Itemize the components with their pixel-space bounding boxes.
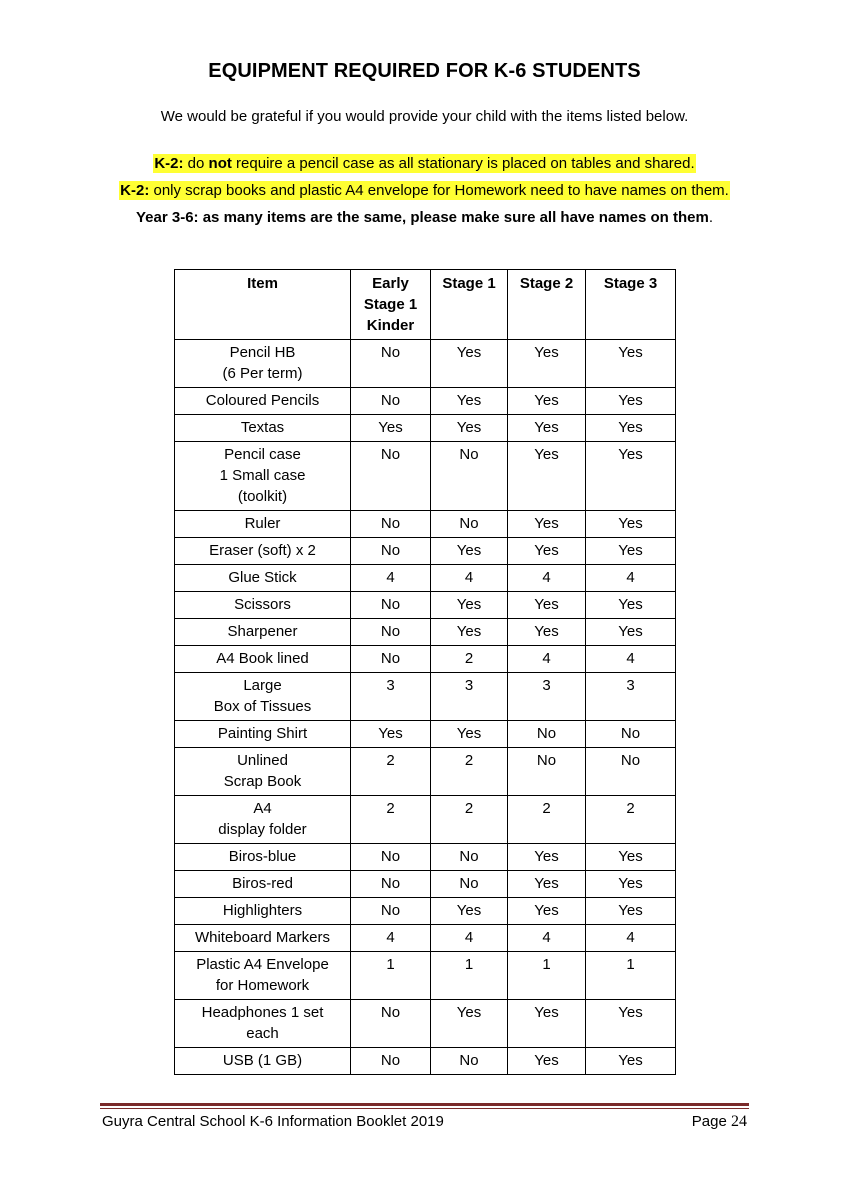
table-row (175, 673, 676, 721)
cell-item (175, 340, 351, 388)
cell-item-line: A4 (253, 800, 272, 817)
cell-early: No (351, 1048, 431, 1075)
equipment-table (174, 269, 676, 1075)
cell-item-line: Highlighters (222, 902, 303, 919)
cell-s3: 4 (586, 646, 676, 673)
cell-item-line: Pencil case (224, 446, 301, 463)
table-row (175, 565, 676, 592)
cell-item (175, 748, 351, 796)
cell-s3: Yes (586, 898, 676, 925)
header-stage-3: Stage 3 (586, 270, 676, 340)
cell-s1: No (431, 511, 508, 538)
header-line: Early (372, 275, 409, 292)
page-title: EQUIPMENT REQUIRED FOR K-6 STUDENTS (208, 60, 641, 82)
cell-s1: 4 (431, 925, 508, 952)
note-end: . (708, 209, 713, 226)
cell-s1: 2 (431, 748, 508, 796)
cell-item (175, 952, 351, 1000)
table-row (175, 952, 676, 1000)
cell-early: No (351, 1000, 431, 1048)
table-row (175, 796, 676, 844)
cell-s1: Yes (431, 898, 508, 925)
cell-s3: 2 (586, 796, 676, 844)
cell-s2: No (508, 748, 586, 796)
cell-early: No (351, 844, 431, 871)
cell-item-line: for Homework (215, 977, 310, 994)
cell-s3: 3 (586, 673, 676, 721)
cell-s2: Yes (508, 415, 586, 442)
cell-item-line: Plastic A4 Envelope (196, 956, 329, 973)
cell-item (175, 1000, 351, 1048)
table-row (175, 925, 676, 952)
cell-s3: No (586, 721, 676, 748)
cell-item-line: Large (243, 677, 282, 694)
note-text: require a pencil case as all stationary is placed on tables and shared. (231, 155, 695, 172)
cell-s2: Yes (508, 388, 586, 415)
cell-s2: 2 (508, 796, 586, 844)
cell-item-line: Eraser (soft) x 2 (209, 542, 316, 559)
footer-booklet-title: Guyra Central School K-6 Information Booklet 2019 (102, 1113, 444, 1130)
note-text: only scrap books and plastic A4 envelope for Homework need to have names on them. (149, 182, 729, 199)
cell-s2: 4 (508, 925, 586, 952)
cell-item-line: Scissors (234, 596, 291, 613)
note-year-3-6 (0, 204, 849, 231)
cell-item (175, 565, 351, 592)
table-row (175, 592, 676, 619)
cell-item-line: Ruler (244, 515, 281, 532)
cell-s3: No (586, 748, 676, 796)
note-highlight (153, 154, 695, 173)
cell-s2: Yes (508, 1000, 586, 1048)
cell-s3: Yes (586, 592, 676, 619)
header-stage-1: Stage 1 (431, 270, 508, 340)
cell-item-line: Painting Shirt (217, 725, 308, 742)
cell-early: No (351, 340, 431, 388)
cell-s1: No (431, 1048, 508, 1075)
cell-early: No (351, 511, 431, 538)
cell-item (175, 898, 351, 925)
page-number: 24 (731, 1113, 747, 1130)
cell-item (175, 673, 351, 721)
cell-s1: Yes (431, 388, 508, 415)
cell-s2: 4 (508, 565, 586, 592)
cell-item-line: Textas (240, 419, 285, 436)
table-row (175, 898, 676, 925)
cell-s3: Yes (586, 340, 676, 388)
cell-item (175, 844, 351, 871)
cell-s2: Yes (508, 511, 586, 538)
cell-item-line: A4 Book lined (216, 650, 309, 667)
cell-s2: 1 (508, 952, 586, 1000)
cell-s1: Yes (431, 340, 508, 388)
cell-s2: Yes (508, 619, 586, 646)
cell-early: No (351, 646, 431, 673)
cell-s2: Yes (508, 844, 586, 871)
cell-s1: No (431, 844, 508, 871)
cell-s2: Yes (508, 538, 586, 565)
cell-s2: Yes (508, 340, 586, 388)
cell-item-line: Box of Tissues (213, 698, 312, 715)
note-k2-pencil-case (0, 150, 849, 177)
cell-early: No (351, 898, 431, 925)
cell-s1: No (431, 442, 508, 511)
cell-item (175, 415, 351, 442)
cell-item-line: display folder (218, 821, 307, 838)
intro-text: We would be grateful if you would provide your child with the items listed below. (160, 108, 689, 125)
cell-s1: 1 (431, 952, 508, 1000)
cell-early: 3 (351, 673, 431, 721)
cell-item (175, 511, 351, 538)
header-line: Kinder (366, 317, 415, 334)
cell-s3: Yes (586, 388, 676, 415)
cell-item-line: USB (1 GB) (222, 1052, 303, 1069)
cell-item (175, 592, 351, 619)
footer-rule-thin (100, 1108, 749, 1109)
note-emphasis: not (208, 155, 232, 172)
cell-s1: Yes (431, 619, 508, 646)
cell-item-line: (toolkit) (237, 488, 288, 505)
footer-rule (100, 1103, 749, 1106)
header-item: Item (175, 270, 351, 340)
cell-early: 1 (351, 952, 431, 1000)
cell-item (175, 1048, 351, 1075)
header-line: Stage 1 (363, 296, 418, 313)
cell-item-line: Biros-red (232, 875, 293, 892)
cell-s3: 1 (586, 952, 676, 1000)
cell-s3: Yes (586, 415, 676, 442)
table-row (175, 442, 676, 511)
cell-s2: Yes (508, 871, 586, 898)
cell-item (175, 619, 351, 646)
cell-s2: 4 (508, 646, 586, 673)
cell-s1: 2 (431, 796, 508, 844)
cell-s2: 3 (508, 673, 586, 721)
cell-item-line: Biros-blue (228, 848, 297, 865)
table-row (175, 871, 676, 898)
cell-early: No (351, 388, 431, 415)
cell-s1: Yes (431, 415, 508, 442)
page-label: Page (691, 1113, 727, 1130)
cell-early: 2 (351, 796, 431, 844)
cell-early: 4 (351, 925, 431, 952)
cell-s3: Yes (586, 511, 676, 538)
cell-item-line: Headphones 1 set (201, 1004, 324, 1021)
table-row (175, 721, 676, 748)
table-row (175, 646, 676, 673)
cell-item (175, 721, 351, 748)
table-body (175, 340, 676, 1075)
cell-item-line: Sharpener (227, 623, 298, 640)
cell-s3: 4 (586, 925, 676, 952)
cell-s3: Yes (586, 844, 676, 871)
cell-item (175, 646, 351, 673)
header-early-stage-1 (351, 270, 431, 340)
cell-item-line: each (246, 1025, 279, 1042)
cell-s3: Yes (586, 619, 676, 646)
cell-s1: 3 (431, 673, 508, 721)
table-row (175, 538, 676, 565)
cell-item (175, 871, 351, 898)
table-header-row (175, 270, 676, 340)
cell-item-line: Glue Stick (228, 569, 297, 586)
cell-item-line: 1 Small case (219, 467, 306, 484)
notes-block (0, 150, 849, 231)
cell-s3: Yes (586, 871, 676, 898)
table-row (175, 1000, 676, 1048)
cell-item (175, 538, 351, 565)
note-text: as many items are the same, please make sure all have names on them (198, 209, 709, 226)
cell-s1: 4 (431, 565, 508, 592)
cell-early: No (351, 592, 431, 619)
note-highlight (119, 181, 730, 200)
cell-item (175, 442, 351, 511)
table-row (175, 1048, 676, 1075)
cell-item-line: Whiteboard Markers (194, 929, 331, 946)
cell-early: Yes (351, 721, 431, 748)
cell-s1: 2 (431, 646, 508, 673)
cell-s1: Yes (431, 1000, 508, 1048)
table-row (175, 619, 676, 646)
cell-s2: Yes (508, 1048, 586, 1075)
cell-item-line: Coloured Pencils (205, 392, 320, 409)
cell-s3: Yes (586, 538, 676, 565)
cell-s3: Yes (586, 1000, 676, 1048)
cell-item-line: Unlined (237, 752, 288, 769)
cell-early: 2 (351, 748, 431, 796)
table-row (175, 340, 676, 388)
note-prefix: K-2: (120, 182, 150, 199)
note-text: do (183, 155, 209, 172)
table-row (175, 415, 676, 442)
cell-s1: Yes (431, 721, 508, 748)
header-stage-2: Stage 2 (508, 270, 586, 340)
table-row (175, 844, 676, 871)
cell-s3: Yes (586, 1048, 676, 1075)
cell-s2: Yes (508, 442, 586, 511)
cell-item-line: Scrap Book (223, 773, 302, 790)
cell-early: 4 (351, 565, 431, 592)
cell-item (175, 925, 351, 952)
cell-early: No (351, 442, 431, 511)
table-row (175, 511, 676, 538)
cell-early: No (351, 871, 431, 898)
note-prefix: K-2: (154, 155, 184, 172)
note-k2-names (0, 177, 849, 204)
cell-s3: Yes (586, 442, 676, 511)
cell-s2: Yes (508, 898, 586, 925)
cell-early: No (351, 538, 431, 565)
table-row (175, 388, 676, 415)
cell-item (175, 796, 351, 844)
note-prefix: Year 3-6: (136, 209, 199, 226)
cell-s1: Yes (431, 592, 508, 619)
cell-item (175, 388, 351, 415)
cell-s2: Yes (508, 592, 586, 619)
footer-page (600, 1113, 747, 1131)
cell-item-line: (6 Per term) (222, 365, 303, 382)
cell-s2: No (508, 721, 586, 748)
cell-early: Yes (351, 415, 431, 442)
table-row (175, 748, 676, 796)
cell-item-line: Pencil HB (229, 344, 296, 361)
cell-s1: Yes (431, 538, 508, 565)
cell-s3: 4 (586, 565, 676, 592)
cell-early: No (351, 619, 431, 646)
cell-s1: No (431, 871, 508, 898)
